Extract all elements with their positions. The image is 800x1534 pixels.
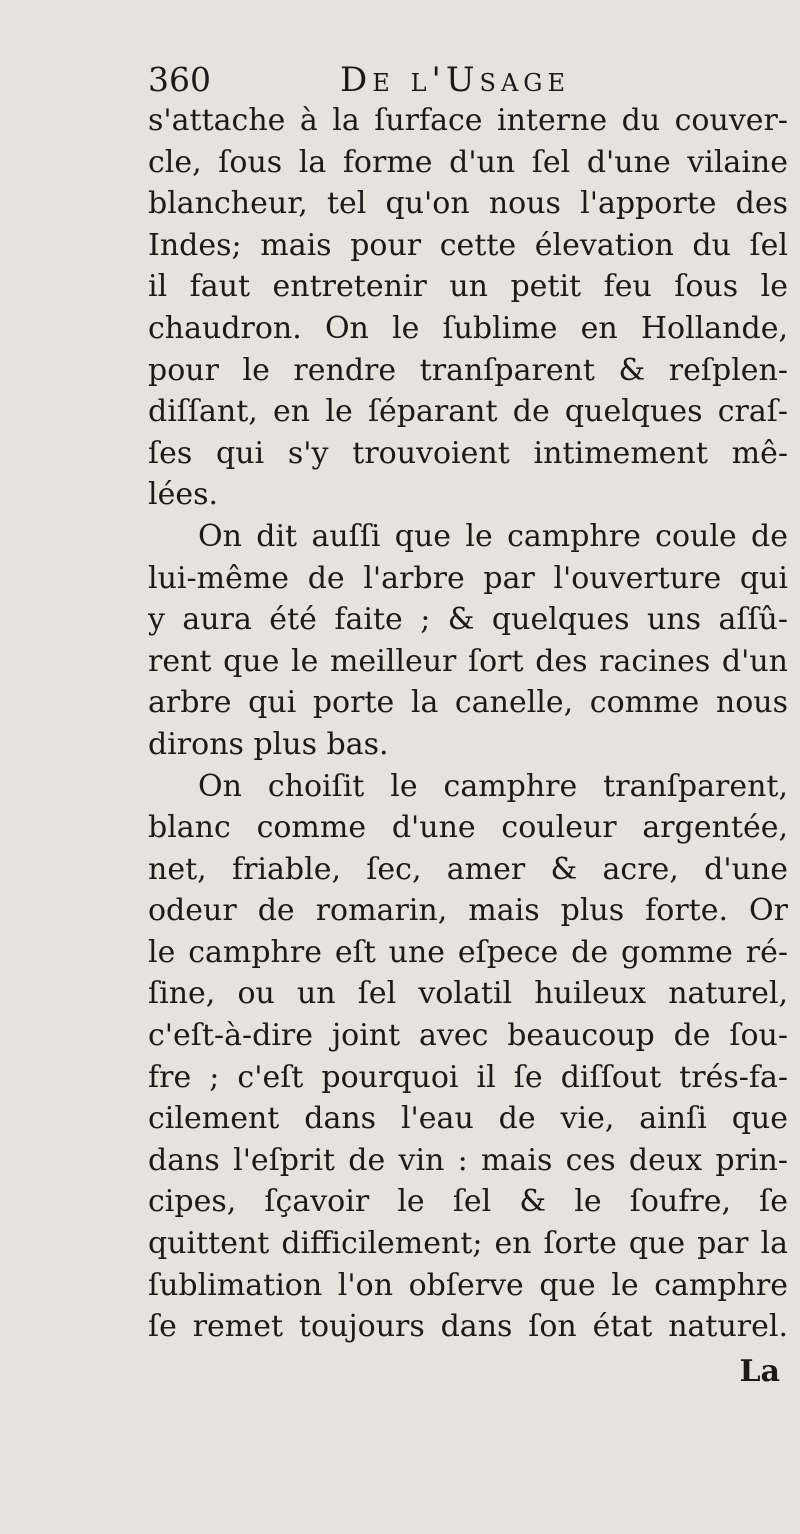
text-line: ſes qui s'y trouvoient intimement mê- <box>148 435 788 471</box>
body-text <box>148 100 788 1348</box>
text-line: lées. <box>148 477 219 513</box>
page-number: 360 <box>148 60 211 99</box>
text-line: fre ; c'eſt pourquoi il ſe diſſout trés-fa- <box>148 1059 788 1095</box>
text-line: chaudron. On le ſublime en Hollande, <box>148 310 788 346</box>
text-line: ſine, ou un ſel volatil huileux naturel, <box>148 976 788 1012</box>
text-line: Indes; mais pour cette élevation du ſel <box>148 227 788 263</box>
text-line: s'attache à la ſurface interne du couver- <box>148 103 788 138</box>
text-line: rent que le meilleur ſort des racines d'un <box>148 643 788 679</box>
text-line: On dit auſſi que le camphre coule de <box>198 518 788 554</box>
text-line: ſublimation l'on obſerve que le camphre <box>148 1267 788 1303</box>
text-line: odeur de romarin, mais plus forte. Or <box>148 893 788 929</box>
text-line: cilement dans l'eau de vie, ainſi que <box>148 1101 788 1137</box>
text-line: ſe remet toujours dans ſon état naturel. <box>148 1309 788 1345</box>
catchword: La <box>739 1354 780 1389</box>
text-line: blancheur, tel qu'on nous l'apporte des <box>148 186 788 222</box>
text-line: lui-même de l'arbre par l'ouverture qui <box>148 560 788 596</box>
text-line: dans l'eſprit de vin : mais ces deux prin- <box>148 1142 788 1178</box>
text-line: c'eſt-à-dire joint avec beaucoup de ſou- <box>148 1018 788 1054</box>
text-line: quittent difficilement; en ſorte que par la <box>148 1226 788 1262</box>
text-line: le camphre eſt une eſpece de gomme ré- <box>148 934 788 970</box>
text-line: il faut entretenir un petit feu ſous le <box>148 269 788 305</box>
text-line: cle, ſous la forme d'un ſel d'une vilaine <box>148 144 788 180</box>
text-line: arbre qui porte la canelle, comme nous <box>148 685 788 721</box>
text-line: dirons plus bas. <box>148 726 389 762</box>
text-line: net, friable, ſec, amer & acre, d'une <box>148 851 788 887</box>
text-line: blanc comme d'une couleur argentée, <box>148 810 788 846</box>
text-line: cipes, ſçavoir le ſel & le ſoufre, ſe <box>148 1184 788 1220</box>
text-line: pour le rendre tranſparent & reſplen- <box>148 352 788 388</box>
text-line: On choiſit le camphre tranſparent, <box>198 768 788 804</box>
running-head: De l'Usage <box>340 60 570 100</box>
text-line: y aura été faite ; & quelques uns aſſû- <box>148 602 788 638</box>
text-line: diſſant, en le ſéparant de quelques craſ- <box>148 394 788 430</box>
